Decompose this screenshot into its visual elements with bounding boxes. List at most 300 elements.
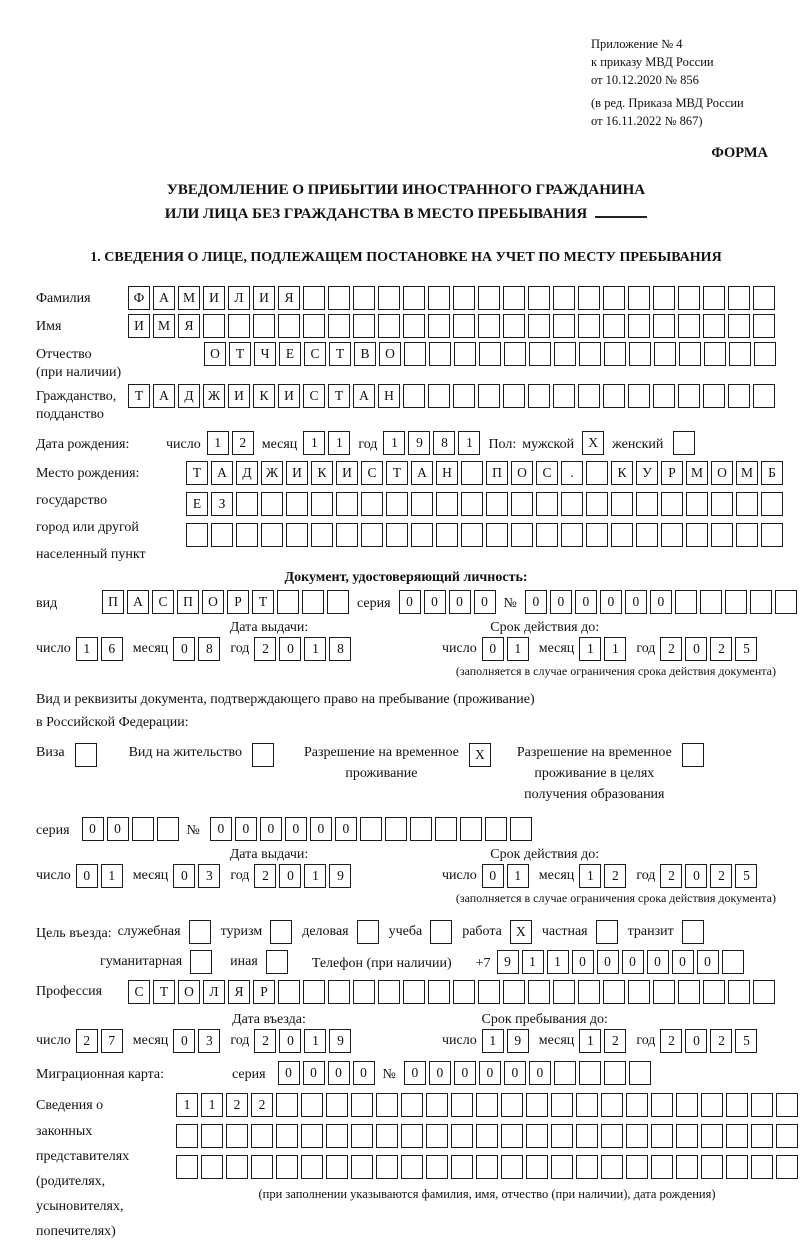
char-box[interactable] <box>561 523 583 547</box>
temp-residence-checkbox[interactable]: X <box>469 743 491 767</box>
char-box[interactable] <box>553 980 575 1004</box>
char-box[interactable] <box>528 286 550 310</box>
char-box[interactable] <box>728 980 750 1004</box>
char-box[interactable] <box>753 286 775 310</box>
char-box[interactable] <box>736 492 758 516</box>
char-box[interactable] <box>176 1124 198 1148</box>
char-box[interactable] <box>651 1124 673 1148</box>
char-box[interactable] <box>451 1124 473 1148</box>
char-box[interactable]: 0 <box>335 817 357 841</box>
char-box[interactable] <box>653 314 675 338</box>
char-box[interactable] <box>528 314 550 338</box>
char-box[interactable] <box>301 1155 323 1179</box>
char-box[interactable]: 0 <box>279 637 301 661</box>
char-box[interactable] <box>776 1124 798 1148</box>
char-box[interactable] <box>611 492 633 516</box>
char-box[interactable] <box>611 523 633 547</box>
char-box[interactable] <box>326 1124 348 1148</box>
char-box[interactable]: 0 <box>672 950 694 974</box>
char-box[interactable]: З <box>211 492 233 516</box>
char-box[interactable] <box>626 1155 648 1179</box>
char-box[interactable] <box>277 590 299 614</box>
char-box[interactable]: 2 <box>660 637 682 661</box>
char-box[interactable]: 9 <box>329 864 351 888</box>
char-box[interactable] <box>401 1155 423 1179</box>
char-box[interactable] <box>579 342 601 366</box>
char-box[interactable]: 2 <box>710 1029 732 1053</box>
char-box[interactable] <box>729 342 751 366</box>
char-box[interactable]: Р <box>661 461 683 485</box>
char-box[interactable] <box>750 590 772 614</box>
char-box[interactable] <box>360 817 382 841</box>
char-box[interactable]: 1 <box>207 431 229 455</box>
char-box[interactable] <box>751 1155 773 1179</box>
char-box[interactable]: 0 <box>210 817 232 841</box>
char-box[interactable] <box>386 492 408 516</box>
char-box[interactable] <box>601 1093 623 1117</box>
char-box[interactable] <box>576 1124 598 1148</box>
char-box[interactable] <box>460 817 482 841</box>
char-box[interactable] <box>551 1093 573 1117</box>
char-box[interactable] <box>351 1093 373 1117</box>
char-box[interactable] <box>754 342 776 366</box>
char-box[interactable] <box>429 342 451 366</box>
char-box[interactable] <box>476 1155 498 1179</box>
char-box[interactable] <box>453 314 475 338</box>
char-box[interactable] <box>411 523 433 547</box>
char-box[interactable] <box>461 523 483 547</box>
char-box[interactable] <box>328 980 350 1004</box>
char-box[interactable]: 1 <box>547 950 569 974</box>
char-box[interactable]: 6 <box>101 637 123 661</box>
char-box[interactable]: 5 <box>735 1029 757 1053</box>
char-box[interactable] <box>654 342 676 366</box>
char-box[interactable]: 0 <box>550 590 572 614</box>
char-box[interactable]: А <box>411 461 433 485</box>
char-box[interactable] <box>228 314 250 338</box>
char-box[interactable]: 8 <box>433 431 455 455</box>
char-box[interactable] <box>454 342 476 366</box>
char-box[interactable]: Т <box>229 342 251 366</box>
char-box[interactable] <box>679 342 701 366</box>
char-box[interactable]: 1 <box>304 1029 326 1053</box>
char-box[interactable] <box>626 1093 648 1117</box>
char-box[interactable] <box>478 980 500 1004</box>
char-box[interactable]: 0 <box>597 950 619 974</box>
char-box[interactable]: 0 <box>479 1061 501 1085</box>
char-box[interactable] <box>775 590 797 614</box>
char-box[interactable] <box>301 1093 323 1117</box>
char-box[interactable] <box>628 286 650 310</box>
char-box[interactable] <box>253 314 275 338</box>
char-box[interactable] <box>676 1093 698 1117</box>
char-box[interactable] <box>428 384 450 408</box>
char-box[interactable] <box>678 286 700 310</box>
char-box[interactable] <box>336 523 358 547</box>
char-box[interactable] <box>486 492 508 516</box>
char-box[interactable] <box>478 384 500 408</box>
char-box[interactable] <box>701 1155 723 1179</box>
char-box[interactable] <box>651 1155 673 1179</box>
char-box[interactable] <box>578 980 600 1004</box>
char-box[interactable] <box>403 286 425 310</box>
char-box[interactable]: 0 <box>572 950 594 974</box>
char-box[interactable]: 1 <box>303 431 325 455</box>
char-box[interactable]: 1 <box>507 864 529 888</box>
char-box[interactable] <box>578 286 600 310</box>
char-box[interactable] <box>728 384 750 408</box>
char-box[interactable] <box>451 1093 473 1117</box>
char-box[interactable]: 0 <box>482 637 504 661</box>
char-box[interactable] <box>476 1093 498 1117</box>
char-box[interactable] <box>504 342 526 366</box>
char-box[interactable] <box>401 1124 423 1148</box>
purpose-checkbox[interactable] <box>596 920 618 944</box>
char-box[interactable]: Д <box>178 384 200 408</box>
char-box[interactable] <box>604 1061 626 1085</box>
char-box[interactable] <box>428 286 450 310</box>
char-box[interactable]: 2 <box>254 864 276 888</box>
char-box[interactable] <box>678 384 700 408</box>
char-box[interactable]: В <box>354 342 376 366</box>
char-box[interactable]: П <box>177 590 199 614</box>
char-box[interactable] <box>528 384 550 408</box>
char-box[interactable]: У <box>636 461 658 485</box>
char-box[interactable] <box>703 286 725 310</box>
char-box[interactable] <box>603 980 625 1004</box>
char-box[interactable]: 0 <box>173 864 195 888</box>
char-box[interactable] <box>326 1155 348 1179</box>
char-box[interactable] <box>426 1124 448 1148</box>
char-box[interactable] <box>510 817 532 841</box>
char-box[interactable] <box>386 523 408 547</box>
char-box[interactable] <box>603 384 625 408</box>
char-box[interactable]: 8 <box>198 637 220 661</box>
purpose-checkbox[interactable] <box>189 920 211 944</box>
char-box[interactable]: 1 <box>507 637 529 661</box>
char-box[interactable] <box>526 1093 548 1117</box>
char-box[interactable] <box>628 314 650 338</box>
char-box[interactable] <box>503 314 525 338</box>
char-box[interactable]: С <box>304 342 326 366</box>
char-box[interactable]: 2 <box>660 864 682 888</box>
char-box[interactable]: Д <box>236 461 258 485</box>
char-box[interactable]: 0 <box>449 590 471 614</box>
char-box[interactable]: Я <box>178 314 200 338</box>
char-box[interactable]: 0 <box>260 817 282 841</box>
char-box[interactable]: 3 <box>198 1029 220 1053</box>
char-box[interactable]: 0 <box>454 1061 476 1085</box>
char-box[interactable]: 2 <box>710 637 732 661</box>
char-box[interactable]: 0 <box>625 590 647 614</box>
char-box[interactable] <box>251 1155 273 1179</box>
char-box[interactable]: 7 <box>101 1029 123 1053</box>
char-box[interactable] <box>501 1124 523 1148</box>
char-box[interactable] <box>701 1093 723 1117</box>
char-box[interactable]: Т <box>128 384 150 408</box>
char-box[interactable]: 2 <box>232 431 254 455</box>
char-box[interactable]: 0 <box>482 864 504 888</box>
char-box[interactable] <box>476 1124 498 1148</box>
char-box[interactable] <box>526 1124 548 1148</box>
char-box[interactable]: . <box>561 461 583 485</box>
char-box[interactable]: Н <box>378 384 400 408</box>
char-box[interactable]: 2 <box>604 864 626 888</box>
char-box[interactable]: И <box>278 384 300 408</box>
char-box[interactable]: 1 <box>101 864 123 888</box>
char-box[interactable]: 0 <box>424 590 446 614</box>
char-box[interactable]: 1 <box>176 1093 198 1117</box>
char-box[interactable] <box>553 384 575 408</box>
char-box[interactable]: Т <box>329 342 351 366</box>
char-box[interactable]: П <box>486 461 508 485</box>
char-box[interactable] <box>629 1061 651 1085</box>
char-box[interactable]: 1 <box>579 637 601 661</box>
char-box[interactable]: О <box>202 590 224 614</box>
char-box[interactable]: 1 <box>522 950 544 974</box>
char-box[interactable]: 1 <box>383 431 405 455</box>
char-box[interactable] <box>675 590 697 614</box>
char-box[interactable]: 1 <box>328 431 350 455</box>
char-box[interactable] <box>201 1155 223 1179</box>
char-box[interactable] <box>653 384 675 408</box>
char-box[interactable] <box>301 1124 323 1148</box>
char-box[interactable] <box>501 1093 523 1117</box>
char-box[interactable]: 0 <box>285 817 307 841</box>
char-box[interactable]: 2 <box>76 1029 98 1053</box>
char-box[interactable]: Л <box>203 980 225 1004</box>
char-box[interactable]: М <box>736 461 758 485</box>
char-box[interactable] <box>404 342 426 366</box>
char-box[interactable]: Е <box>279 342 301 366</box>
char-box[interactable]: С <box>536 461 558 485</box>
char-box[interactable] <box>678 314 700 338</box>
char-box[interactable] <box>676 1124 698 1148</box>
char-box[interactable] <box>603 286 625 310</box>
char-box[interactable] <box>726 1124 748 1148</box>
char-box[interactable]: 0 <box>279 864 301 888</box>
char-box[interactable] <box>401 1093 423 1117</box>
char-box[interactable] <box>336 492 358 516</box>
char-box[interactable] <box>576 1093 598 1117</box>
char-box[interactable]: Л <box>228 286 250 310</box>
char-box[interactable] <box>428 314 450 338</box>
char-box[interactable] <box>551 1155 573 1179</box>
char-box[interactable] <box>479 342 501 366</box>
char-box[interactable] <box>603 314 625 338</box>
char-box[interactable]: 9 <box>497 950 519 974</box>
char-box[interactable] <box>326 1093 348 1117</box>
char-box[interactable] <box>576 1155 598 1179</box>
char-box[interactable]: И <box>128 314 150 338</box>
char-box[interactable]: 0 <box>353 1061 375 1085</box>
char-box[interactable] <box>601 1124 623 1148</box>
char-box[interactable]: 0 <box>82 817 104 841</box>
char-box[interactable]: 1 <box>304 864 326 888</box>
char-box[interactable]: К <box>253 384 275 408</box>
char-box[interactable]: И <box>203 286 225 310</box>
char-box[interactable]: И <box>228 384 250 408</box>
char-box[interactable] <box>378 980 400 1004</box>
char-box[interactable]: А <box>353 384 375 408</box>
char-box[interactable] <box>636 523 658 547</box>
char-box[interactable] <box>436 492 458 516</box>
char-box[interactable]: 0 <box>429 1061 451 1085</box>
char-box[interactable]: Б <box>761 461 783 485</box>
char-box[interactable] <box>761 523 783 547</box>
char-box[interactable] <box>722 950 744 974</box>
char-box[interactable]: 5 <box>735 864 757 888</box>
char-box[interactable] <box>203 314 225 338</box>
char-box[interactable]: 0 <box>685 637 707 661</box>
char-box[interactable] <box>636 492 658 516</box>
char-box[interactable] <box>176 1155 198 1179</box>
char-box[interactable] <box>428 980 450 1004</box>
char-box[interactable]: 2 <box>660 1029 682 1053</box>
char-box[interactable]: 0 <box>474 590 496 614</box>
char-box[interactable]: Я <box>228 980 250 1004</box>
char-box[interactable] <box>653 980 675 1004</box>
male-checkbox[interactable]: X <box>582 431 604 455</box>
char-box[interactable]: 0 <box>235 817 257 841</box>
char-box[interactable]: Т <box>153 980 175 1004</box>
char-box[interactable] <box>278 314 300 338</box>
char-box[interactable] <box>303 286 325 310</box>
char-box[interactable] <box>286 492 308 516</box>
char-box[interactable] <box>536 523 558 547</box>
char-box[interactable] <box>478 286 500 310</box>
char-box[interactable]: 9 <box>507 1029 529 1053</box>
char-box[interactable] <box>226 1124 248 1148</box>
char-box[interactable] <box>303 980 325 1004</box>
char-box[interactable] <box>700 590 722 614</box>
char-box[interactable]: Ч <box>254 342 276 366</box>
char-box[interactable] <box>725 590 747 614</box>
char-box[interactable] <box>776 1155 798 1179</box>
char-box[interactable]: О <box>204 342 226 366</box>
char-box[interactable]: 2 <box>226 1093 248 1117</box>
char-box[interactable] <box>426 1155 448 1179</box>
char-box[interactable] <box>686 523 708 547</box>
char-box[interactable] <box>503 384 525 408</box>
char-box[interactable]: 1 <box>201 1093 223 1117</box>
char-box[interactable]: Н <box>436 461 458 485</box>
char-box[interactable] <box>751 1124 773 1148</box>
char-box[interactable] <box>553 286 575 310</box>
char-box[interactable]: 0 <box>575 590 597 614</box>
char-box[interactable]: 1 <box>579 1029 601 1053</box>
char-box[interactable]: 0 <box>600 590 622 614</box>
char-box[interactable] <box>378 286 400 310</box>
char-box[interactable] <box>536 492 558 516</box>
char-box[interactable] <box>628 980 650 1004</box>
char-box[interactable] <box>501 1155 523 1179</box>
char-box[interactable] <box>551 1124 573 1148</box>
purpose-checkbox[interactable] <box>266 950 288 974</box>
char-box[interactable] <box>376 1093 398 1117</box>
char-box[interactable]: 1 <box>579 864 601 888</box>
char-box[interactable]: А <box>127 590 149 614</box>
char-box[interactable] <box>601 1155 623 1179</box>
char-box[interactable]: 0 <box>404 1061 426 1085</box>
char-box[interactable] <box>351 1155 373 1179</box>
char-box[interactable] <box>410 817 432 841</box>
char-box[interactable] <box>376 1124 398 1148</box>
char-box[interactable] <box>704 342 726 366</box>
char-box[interactable] <box>711 492 733 516</box>
char-box[interactable] <box>586 523 608 547</box>
char-box[interactable]: 0 <box>697 950 719 974</box>
char-box[interactable] <box>376 1155 398 1179</box>
char-box[interactable] <box>651 1093 673 1117</box>
char-box[interactable] <box>426 1093 448 1117</box>
char-box[interactable] <box>703 314 725 338</box>
char-box[interactable] <box>678 980 700 1004</box>
char-box[interactable] <box>526 1155 548 1179</box>
purpose-checkbox[interactable] <box>357 920 379 944</box>
char-box[interactable] <box>726 1093 748 1117</box>
char-box[interactable] <box>276 1093 298 1117</box>
char-box[interactable]: 0 <box>328 1061 350 1085</box>
char-box[interactable] <box>201 1124 223 1148</box>
char-box[interactable]: 1 <box>304 637 326 661</box>
char-box[interactable] <box>353 980 375 1004</box>
char-box[interactable] <box>461 492 483 516</box>
char-box[interactable]: 0 <box>685 1029 707 1053</box>
char-box[interactable]: 0 <box>622 950 644 974</box>
char-box[interactable] <box>261 492 283 516</box>
char-box[interactable] <box>302 590 324 614</box>
char-box[interactable]: Т <box>386 461 408 485</box>
char-box[interactable] <box>385 817 407 841</box>
char-box[interactable] <box>578 314 600 338</box>
char-box[interactable] <box>626 1124 648 1148</box>
char-box[interactable] <box>211 523 233 547</box>
char-box[interactable] <box>604 342 626 366</box>
char-box[interactable]: 8 <box>329 637 351 661</box>
char-box[interactable]: 2 <box>254 1029 276 1053</box>
char-box[interactable] <box>486 523 508 547</box>
char-box[interactable]: П <box>102 590 124 614</box>
char-box[interactable] <box>453 286 475 310</box>
char-box[interactable]: 0 <box>310 817 332 841</box>
char-box[interactable] <box>503 286 525 310</box>
char-box[interactable] <box>761 492 783 516</box>
char-box[interactable] <box>276 1155 298 1179</box>
char-box[interactable]: Т <box>186 461 208 485</box>
char-box[interactable]: О <box>178 980 200 1004</box>
char-box[interactable]: 1 <box>458 431 480 455</box>
char-box[interactable]: 2 <box>604 1029 626 1053</box>
char-box[interactable] <box>703 980 725 1004</box>
char-box[interactable] <box>503 980 525 1004</box>
visa-checkbox[interactable] <box>75 743 97 767</box>
char-box[interactable] <box>586 492 608 516</box>
char-box[interactable] <box>579 1061 601 1085</box>
char-box[interactable]: 0 <box>504 1061 526 1085</box>
char-box[interactable]: 2 <box>251 1093 273 1117</box>
female-checkbox[interactable] <box>673 431 695 455</box>
char-box[interactable] <box>361 523 383 547</box>
char-box[interactable] <box>653 286 675 310</box>
char-box[interactable]: 2 <box>710 864 732 888</box>
char-box[interactable] <box>485 817 507 841</box>
char-box[interactable] <box>251 1124 273 1148</box>
char-box[interactable]: 2 <box>254 637 276 661</box>
char-box[interactable] <box>226 1155 248 1179</box>
char-box[interactable] <box>403 314 425 338</box>
char-box[interactable] <box>453 980 475 1004</box>
